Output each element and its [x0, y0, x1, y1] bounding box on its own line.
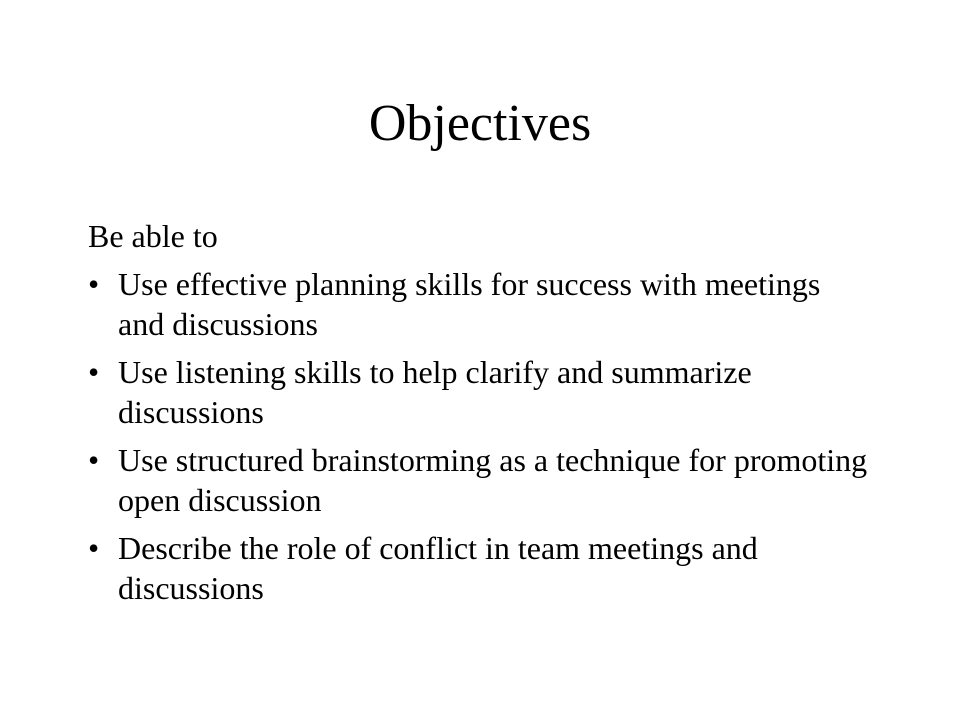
- bullet-icon: •: [88, 530, 100, 566]
- list-item: [88, 528, 868, 608]
- bullet-text: Use structured brainstorming as a technique for promoting open discussion: [118, 442, 868, 518]
- list-item: [88, 440, 868, 520]
- objectives-list: [88, 264, 868, 616]
- list-item: [88, 264, 868, 344]
- intro-text: Be able to: [88, 218, 218, 254]
- bullet-icon: •: [88, 442, 100, 478]
- bullet-icon: •: [88, 354, 100, 390]
- bullet-text: Use effective planning skills for success with meetings and discussions: [118, 266, 821, 342]
- bullet-text: Describe the role of conflict in team meetings and discussions: [118, 530, 758, 606]
- slide-title: Objectives: [368, 95, 592, 152]
- list-item: [88, 352, 868, 432]
- bullet-icon: •: [88, 266, 100, 302]
- bullet-text: Use listening skills to help clarify and summarize discussions: [118, 354, 752, 430]
